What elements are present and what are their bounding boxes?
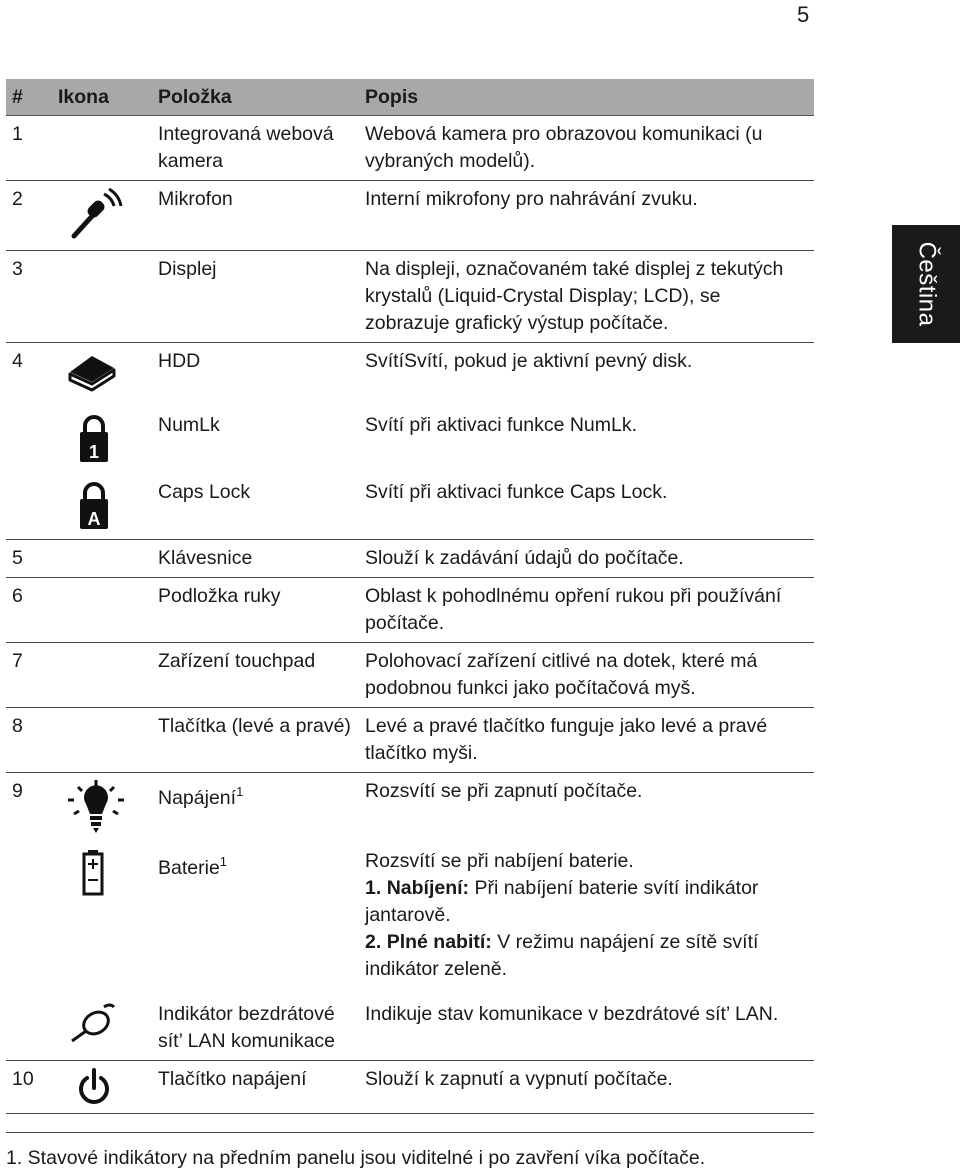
row-description: SvítíSvítí, pokud je aktivní pevný disk. [365, 350, 693, 372]
state-prefix: 1. [365, 877, 387, 899]
footnote: 1. Stavové indikátory na předním panelu jsou viditelné i po zavření víka počítače. [6, 1132, 814, 1170]
row-number: 9 [12, 780, 23, 802]
table-row [6, 578, 814, 643]
row-number: 4 [12, 350, 23, 372]
row-number: 8 [6, 708, 52, 773]
header-icon: Ikona [52, 79, 152, 116]
row-number [6, 996, 52, 1061]
header-num: # [6, 79, 52, 116]
state-label: Nabíjení: [386, 877, 470, 899]
row-description [359, 843, 814, 996]
capslock-icon [64, 479, 124, 531]
power-button-icon [64, 1066, 124, 1108]
table-header-row [6, 79, 814, 116]
footnote-marker: 1 [219, 854, 228, 869]
icon-cell [52, 708, 152, 773]
row-description: Rozsvítí se při zapnutí počítače. [365, 780, 643, 802]
row-description: Levé a pravé tlačítko funguje jako levé a pravé tlačítko myši. [359, 708, 814, 773]
table-row [6, 643, 814, 708]
page-number: 5 [797, 2, 810, 27]
language-tab [892, 225, 960, 343]
row-item: Displej [152, 251, 359, 343]
row-number [6, 474, 52, 540]
hdd-icon [64, 348, 124, 396]
row-number: 7 [6, 643, 52, 708]
state-text: Při nabíjení baterie svítí indikátor jantarově. [365, 877, 759, 926]
row-item: Podložka ruky [152, 578, 359, 643]
component-table [6, 79, 814, 1114]
header-item: Položka [152, 79, 359, 116]
icon-cell [52, 578, 152, 643]
row-description: Na displeji, označovaném také displej z tekutých krystalů (Liquid-Crystal Display; LCD), se zobrazuje grafický výstup počítače. [359, 251, 814, 343]
row-description: Svítí při aktivaci funkce NumLk. [365, 413, 638, 436]
power-light-icon [64, 778, 128, 838]
row-item [152, 843, 359, 996]
icon-cell [52, 251, 152, 343]
svg-text:1: 1 [88, 441, 100, 462]
row-number: 2 [6, 181, 52, 251]
table-row [6, 181, 814, 251]
row-item: NumLk [158, 413, 220, 436]
row-description: Svítí při aktivaci funkce Caps Lock. [359, 474, 814, 540]
microphone-icon [64, 186, 124, 242]
table-row [6, 407, 814, 474]
row-item-text: Napájení [158, 787, 237, 809]
row-number: 6 [6, 578, 52, 643]
row-item: HDD [158, 350, 201, 372]
table-row [6, 773, 814, 844]
row-description: Webová kamera pro obrazovou komunikaci (u vybraných modelů). [359, 116, 814, 181]
state-text: V režimu napájení ze sítě svítí indikátor zeleně. [365, 931, 759, 980]
row-item: Integrovaná webová kamera [152, 116, 359, 181]
state-prefix: 2. [365, 931, 387, 953]
table-row [6, 116, 814, 181]
table-row [6, 996, 814, 1061]
row-item: Indikátor bezdrátové sít’ LAN komunikace [152, 996, 359, 1061]
table-row [6, 474, 814, 540]
row-number [6, 843, 52, 996]
icon-cell [52, 540, 152, 578]
table-row [6, 251, 814, 343]
table-row [6, 843, 814, 996]
row-description: Interní mikrofony pro nahrávání zvuku. [359, 181, 814, 251]
row-description: Oblast k pohodlnému opření rukou při používání počítače. [359, 578, 814, 643]
row-number: 5 [6, 540, 52, 578]
icon-cell [52, 643, 152, 708]
row-description: Indikuje stav komunikace v bezdrátové sít’ LAN. [359, 996, 814, 1061]
svg-text:A: A [87, 508, 101, 529]
table-row [6, 708, 814, 773]
row-description: Polohovací zařízení citlivé na dotek, které má podobnou funkci jako počítačová myš. [359, 643, 814, 708]
header-desc: Popis [359, 79, 814, 116]
row-number: 10 [6, 1061, 52, 1114]
row-item: Tlačítko napájení [152, 1061, 359, 1114]
row-item-text: Baterie [158, 857, 220, 879]
battery-icon [64, 848, 124, 900]
battery-state-full [365, 929, 808, 991]
battery-description: Rozsvítí se při nabíjení baterie. [365, 850, 634, 872]
icon-cell [52, 116, 152, 181]
numlock-icon [64, 412, 124, 464]
table-row [6, 343, 814, 407]
table-row [6, 540, 814, 578]
row-number [6, 407, 52, 474]
footnote-marker: 1 [236, 784, 244, 799]
row-number: 1 [6, 116, 52, 181]
wireless-icon [64, 1001, 124, 1049]
battery-state-charging [365, 875, 808, 929]
row-item: Tlačítka (levé a pravé) [152, 708, 359, 773]
table-row [6, 1061, 814, 1114]
language-tab-label: Čeština [913, 241, 940, 327]
row-item: Mikrofon [152, 181, 359, 251]
row-item: Caps Lock [152, 474, 359, 540]
row-description: Slouží k zapnutí a vypnutí počítače. [359, 1061, 814, 1114]
row-item: Klávesnice [152, 540, 359, 578]
row-number: 3 [6, 251, 52, 343]
row-item: Zařízení touchpad [152, 643, 359, 708]
state-label: Plné nabití: [386, 931, 492, 953]
row-item [152, 773, 359, 844]
row-description: Slouží k zadávání údajů do počítače. [359, 540, 814, 578]
